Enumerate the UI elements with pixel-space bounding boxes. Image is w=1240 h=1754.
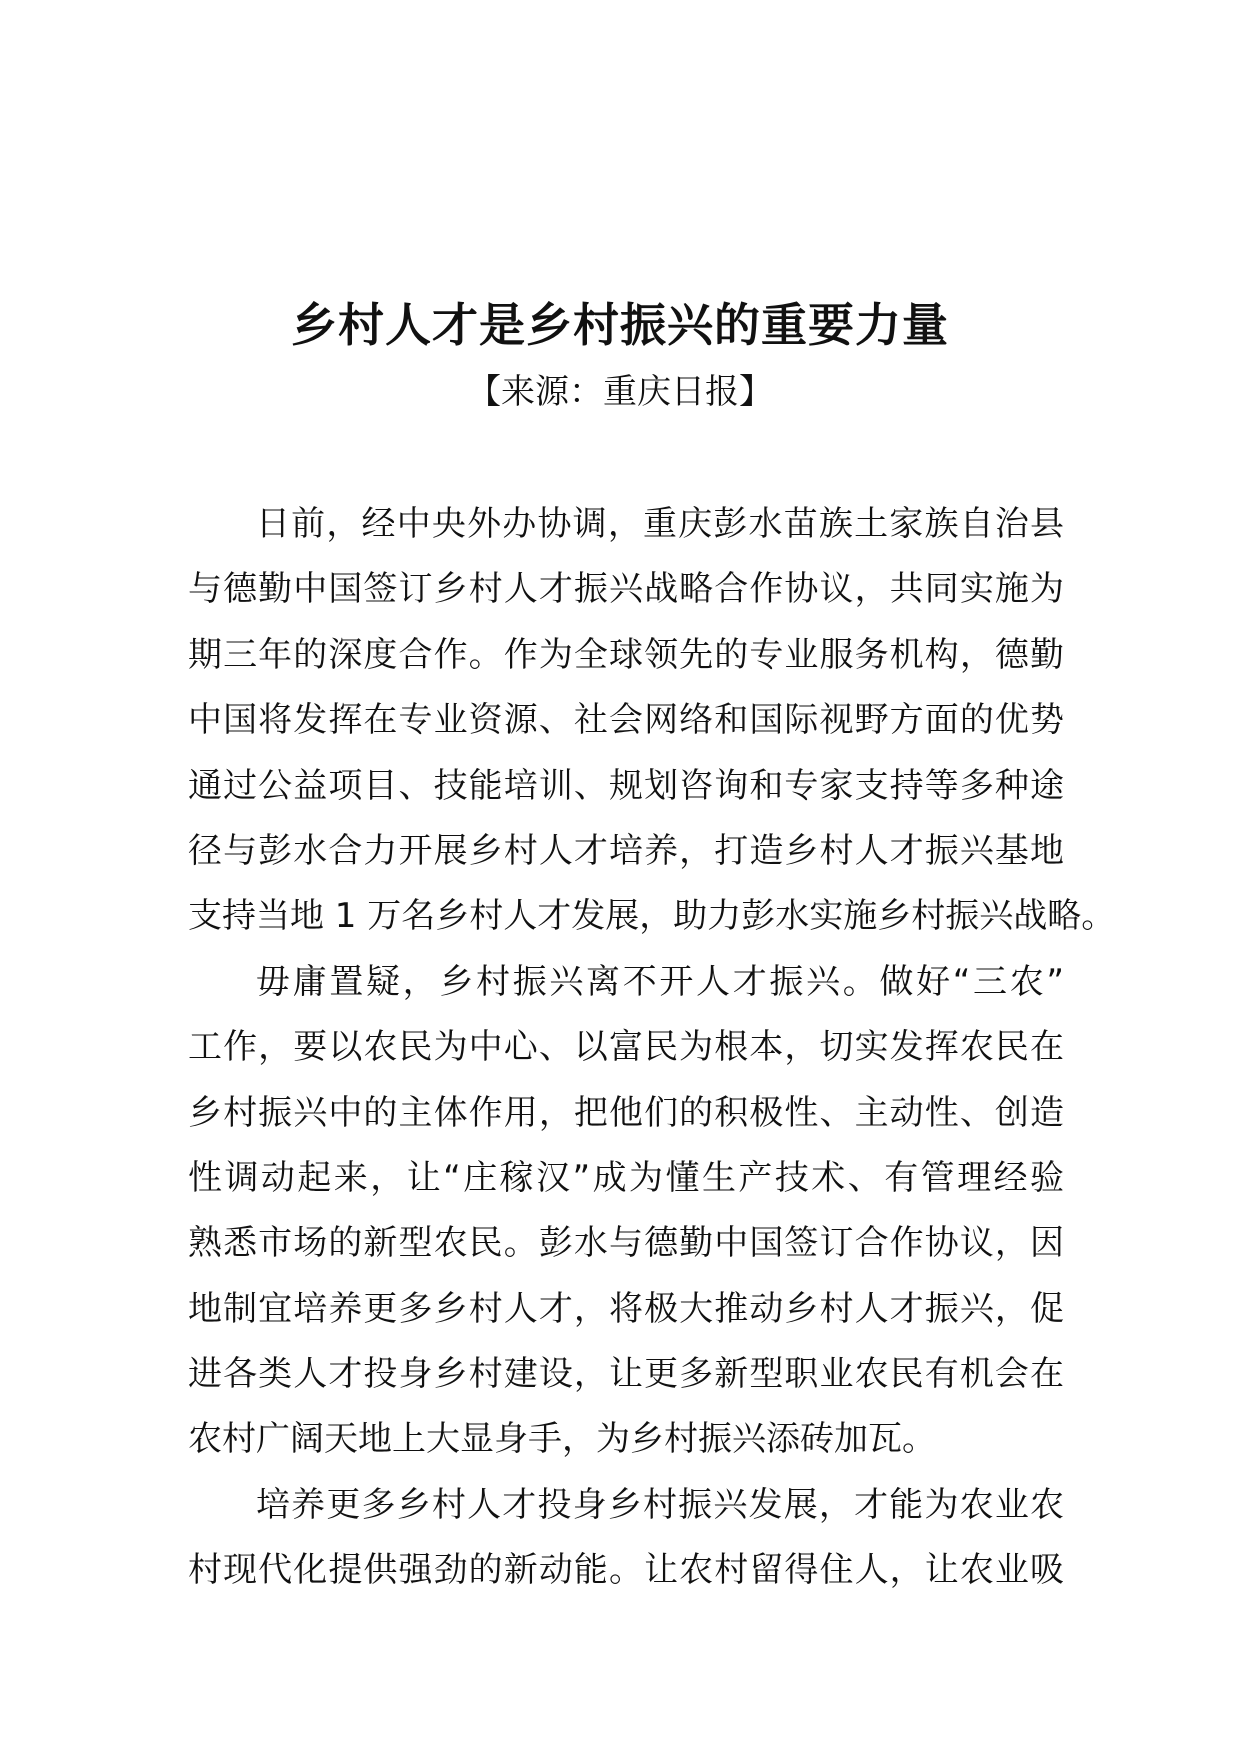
text-line: 乡村振兴中的主体作用，把他们的积极性、主动性、创造 xyxy=(188,1092,1064,1133)
source-line: 【来源：重庆日报】 xyxy=(467,372,773,412)
text-line: 熟悉市场的新型农民。彭水与德勤中国签订合作协议，因 xyxy=(188,1223,1064,1264)
text-line: 进各类人才投身乡村建设，让更多新型职业农民有机会在 xyxy=(188,1354,1064,1395)
text-line: 与德勤中国签订乡村人才振兴战略合作协议，共同实施为 xyxy=(188,569,1064,610)
text-line: 期三年的深度合作。作为全球领先的专业服务机构，德勤 xyxy=(188,634,1064,675)
text-line: 工作，要以农民为中心、以富民为根本，切实发挥农民在 xyxy=(188,1027,1064,1068)
paragraph-1 xyxy=(188,492,1116,950)
text-line: 农村广阔天地上大显身手，为乡村振兴添砖加瓦。 xyxy=(188,1419,936,1460)
text-line: 径与彭水合力开展乡村人才培养，打造乡村人才振兴基地 xyxy=(188,830,1064,871)
article-body xyxy=(188,492,1116,1604)
text-line: 性调动起来，让“庄稼汉”成为懂生产技术、有管理经验 xyxy=(188,1157,1064,1198)
text-line: 培养更多乡村人才投身乡村振兴发展，才能为农业农 xyxy=(256,1484,1064,1525)
text-line: 日前，经中央外办协调，重庆彭水苗族土家族自治县 xyxy=(256,504,1064,544)
paragraph-3 xyxy=(188,1473,1064,1604)
text-line: 毋庸置疑，乡村振兴离不开人才振兴。做好“三农” xyxy=(256,961,1064,1002)
page-title: 乡村人才是乡村振兴的重要力量 xyxy=(291,298,949,352)
text-line: 通过公益项目、技能培训、规划咨询和专家支持等多种途 xyxy=(188,765,1064,806)
text-line: 中国将发挥在专业资源、社会网络和国际视野方面的优势 xyxy=(188,700,1064,741)
text-line: 地制宜培养更多乡村人才，将极大推动乡村人才振兴，促 xyxy=(188,1288,1064,1329)
paragraph-2 xyxy=(188,950,1064,1473)
text-line: 村现代化提供强劲的新动能。让农村留得住人，让农业吸 xyxy=(188,1550,1064,1591)
text-line: 支持当地 1 万名乡村人才发展，助力彭水实施乡村振兴战略。 xyxy=(188,896,1116,937)
